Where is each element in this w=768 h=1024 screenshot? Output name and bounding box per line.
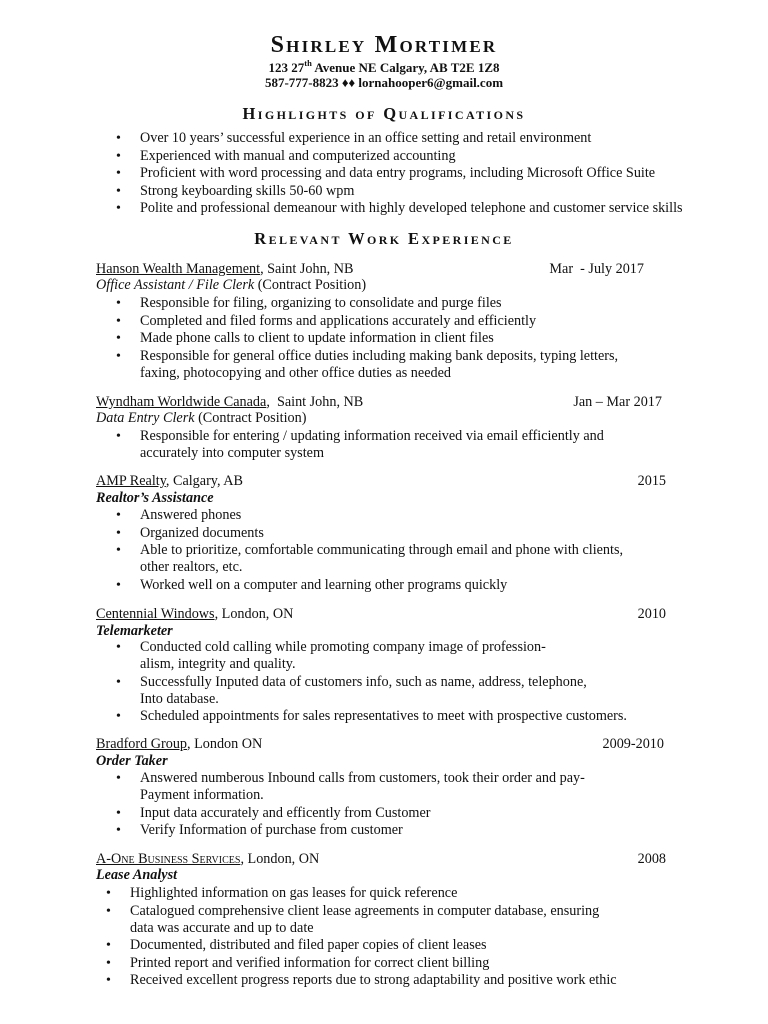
company-name: AMP Realty <box>96 473 166 489</box>
job-date: 2015 <box>637 473 666 489</box>
job-duties <box>114 639 627 726</box>
job-role <box>96 867 177 884</box>
job-date: 2008 <box>637 851 666 867</box>
job-role <box>96 623 173 640</box>
address-rest: Avenue NE Calgary, AB T2E 1Z8 <box>311 60 500 75</box>
highlight-item: • Polite and professional demeanour with highly developed telephone and customer service skills <box>114 200 714 217</box>
address-line <box>0 57 768 76</box>
highlight-item: • Strong keyboarding skills 50-60 wpm <box>114 183 714 200</box>
email-address[interactable]: lornahooper6@gmail.com <box>358 75 504 90</box>
candidate-name: Shirley Mortimer <box>270 32 498 58</box>
job-date: 2010 <box>637 606 666 622</box>
duty-item: • Verify Information of purchase from customer <box>114 822 594 839</box>
company-name: Wyndham Worldwide Canada <box>96 394 267 410</box>
duty-item: • Answered phones <box>114 507 644 524</box>
job-title: Data Entry Clerk <box>96 410 195 426</box>
company-name: Bradford Group <box>96 736 188 752</box>
company-location: , London ON <box>187 736 263 752</box>
job-role <box>96 410 306 427</box>
job-title: Office Assistant / File Clerk <box>96 277 255 293</box>
job-header <box>96 851 666 869</box>
job-org <box>96 473 243 490</box>
company-name: Hanson Wealth Management <box>96 261 261 277</box>
job-header <box>96 473 666 491</box>
job-org <box>96 261 354 278</box>
duty-item: • Conducted cold calling while promoting company image of profession- alism, integrity and quality. <box>114 639 550 673</box>
duty-item: • Scheduled appointments for sales representatives to meet with prospective customers. <box>114 708 620 725</box>
job-duties <box>114 770 594 840</box>
job-role-note: (Contract Position) <box>254 277 367 293</box>
duty-item: • Catalogued comprehensive client lease agreements in computer database, ensuring data was accurate and up to date <box>104 903 600 937</box>
duty-item: • Highlighted information on gas leases for quick reference <box>104 885 624 902</box>
company-location: , Calgary, AB <box>165 473 243 489</box>
company-location: , London, ON <box>214 606 294 622</box>
job-date: 2009-2010 <box>602 736 664 752</box>
job-date: Mar - July 2017 <box>549 261 644 277</box>
duty-item: • Documented, distributed and filed paper copies of client leases <box>104 937 624 954</box>
job-org <box>96 736 262 753</box>
job-title: Telemarketer <box>96 623 173 639</box>
job-duties <box>114 507 644 594</box>
duty-item: • Answered numberous Inbound calls from customers, took their order and pay- Payment information. <box>114 770 585 804</box>
company-name: A-One Business Services <box>96 851 241 867</box>
experience-heading: Relevant Work Experience <box>254 229 514 248</box>
duty-item: • Successfully Inputed data of customers info, such as name, address, telephone, Into database. <box>114 674 595 708</box>
job-org <box>96 606 293 623</box>
job-role <box>96 277 366 294</box>
highlight-item: • Over 10 years’ successful experience in an office setting and retail environment <box>114 130 714 147</box>
address-ordinal: th <box>304 57 312 68</box>
job-title: Lease Analyst <box>96 867 178 883</box>
company-location: , Saint John, NB <box>266 394 364 410</box>
job-duties <box>114 428 659 463</box>
highlights-heading: Highlights of Qualifications <box>242 104 526 123</box>
job-org <box>96 394 363 411</box>
job-org <box>96 851 319 868</box>
job-duties <box>104 885 624 990</box>
duty-item: • Responsible for general office duties including making bank deposits, typing letters, faxing, photocopying and other office duties as needed <box>114 348 654 382</box>
job-date: Jan – Mar 2017 <box>573 394 662 410</box>
highlights-list <box>114 130 714 218</box>
job-role-note: (Contract Position) <box>194 410 307 426</box>
job-role <box>96 490 214 507</box>
job-title: Realtor’s Assistance <box>96 490 214 506</box>
duty-item: • Responsible for entering / updating information received via email efficiently and accurately into computer system <box>114 428 659 462</box>
company-location: , London, ON <box>240 851 320 867</box>
address-number: 123 27 <box>268 60 305 75</box>
duty-item: • Organized documents <box>114 525 644 542</box>
duty-item: • Completed and filed forms and applications accurately and efficiently <box>114 313 654 330</box>
duty-item: • Responsible for filing, organizing to consolidate and purge files <box>114 295 654 312</box>
duty-item: • Worked well on a computer and learning other programs quickly <box>114 577 644 594</box>
duty-item: • Able to prioritize, comfortable communicating through email and phone with clients, other realtors, etc. <box>114 542 644 576</box>
company-location: , Saint John, NB <box>260 261 354 277</box>
job-duties <box>114 295 654 382</box>
duty-item: • Printed report and verified information for correct client billing <box>104 955 624 972</box>
company-name: Centennial Windows <box>96 606 215 622</box>
job-header <box>96 736 664 754</box>
phone-number: 587-777-8823 <box>264 75 339 90</box>
highlight-item: • Experienced with manual and computerized accounting <box>114 148 714 165</box>
duty-item: • Received excellent progress reports due to strong adaptability and positive work ethic <box>104 972 624 989</box>
job-title: Order Taker <box>96 753 168 769</box>
contact-separator: ♦♦ <box>341 75 356 90</box>
job-role <box>96 753 168 770</box>
highlight-item: • Proficient with word processing and data entry programs, including Microsoft Office Suite <box>114 165 714 182</box>
contact-line <box>0 75 768 91</box>
job-header <box>96 606 666 624</box>
duty-item: • Made phone calls to client to update information in client files <box>114 330 654 347</box>
duty-item: • Input data accurately and efficently from Customer <box>114 805 594 822</box>
